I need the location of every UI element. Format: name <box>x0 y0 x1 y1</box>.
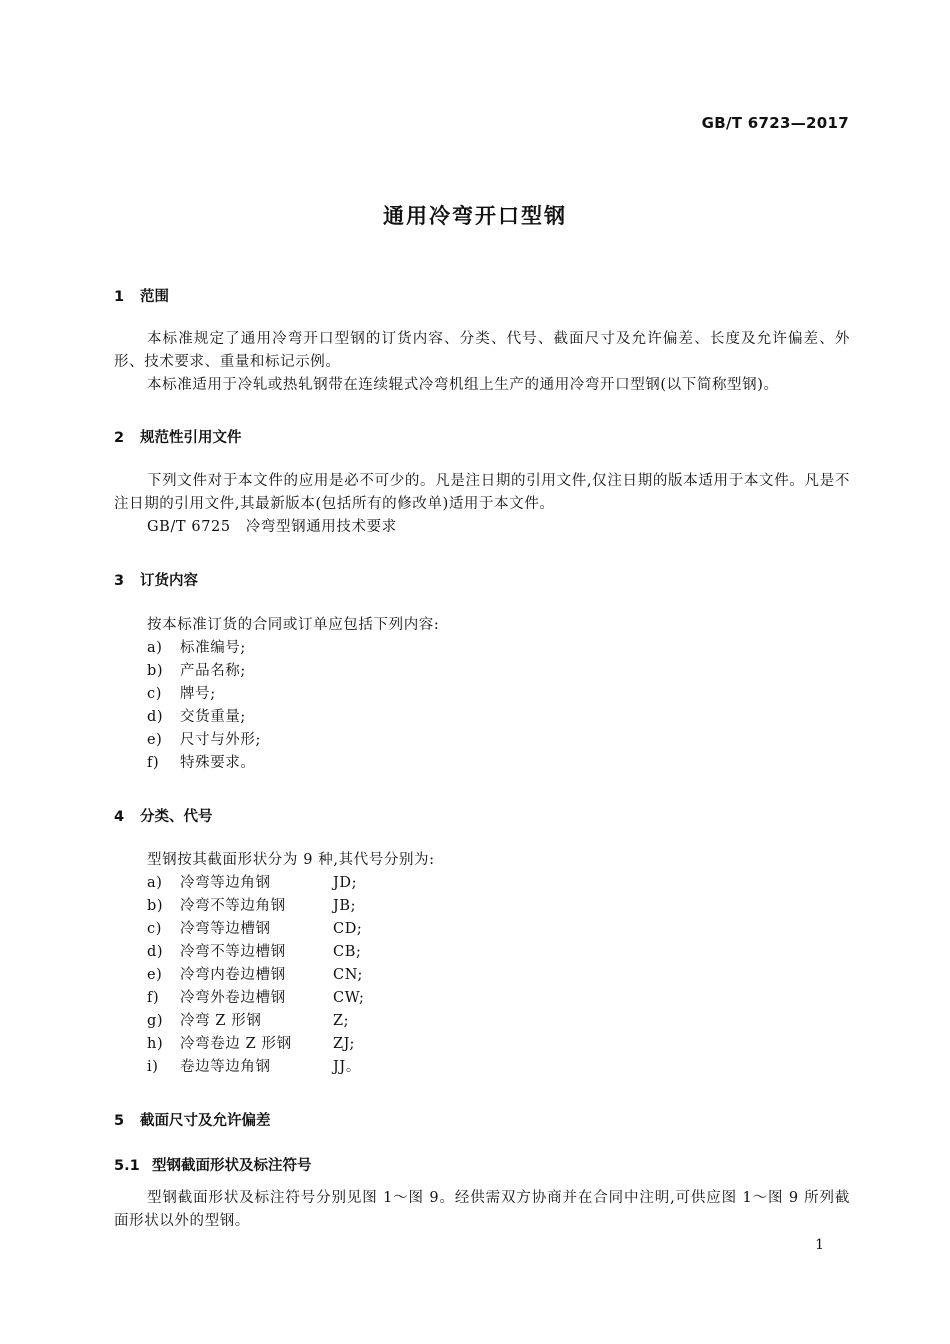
section-4-heading <box>114 805 213 826</box>
section-title: 型钢截面形状及标注符号 <box>152 1158 312 1174</box>
section-5-1-paragraph: 型钢截面形状及标注符号分别见图 1～图 9。经供需双方协商并在合同中注明,可供应图 1～图 9 所列截面形状以外的型钢。 <box>114 1190 850 1229</box>
steel-type-name: 冷弯等边槽钢 <box>180 921 271 937</box>
list-marker: b) <box>147 663 164 679</box>
list-item-text: 产品名称; <box>180 663 246 679</box>
steel-type-name: 冷弯不等边角钢 <box>180 898 286 914</box>
section-number: 2 <box>114 430 125 446</box>
steel-type-code: CW; <box>333 990 365 1006</box>
list-item-text: 交货重量; <box>180 709 246 725</box>
section-title: 分类、代号 <box>140 809 213 825</box>
steel-type-code: CN; <box>333 967 363 983</box>
section-title: 规范性引用文件 <box>140 430 242 446</box>
list-item <box>147 752 256 775</box>
list-item <box>147 637 246 660</box>
list-item-text: 尺寸与外形; <box>180 732 261 748</box>
steel-type-code: CB; <box>333 944 362 960</box>
steel-type-code: CD; <box>333 921 363 937</box>
list-item <box>147 941 361 964</box>
list-item-text: 牌号; <box>180 686 216 702</box>
steel-type-code: Z; <box>333 1013 350 1029</box>
section-2-heading <box>114 426 242 447</box>
list-item <box>147 1010 349 1033</box>
list-marker: c) <box>147 686 162 702</box>
list-item <box>147 918 362 941</box>
steel-type-name: 冷弯卷边 Z 形钢 <box>180 1036 292 1052</box>
section-3-intro: 按本标准订货的合同或订单应包括下列内容: <box>147 617 440 633</box>
list-item <box>147 1056 361 1079</box>
steel-type-name: 冷弯内卷边槽钢 <box>180 967 286 983</box>
section-4-intro: 型钢按其截面形状分为 9 种,其代号分别为: <box>147 852 435 868</box>
list-item <box>147 729 261 752</box>
steel-type-code: ZJ; <box>333 1036 355 1052</box>
steel-type-name: 冷弯不等边槽钢 <box>180 944 286 960</box>
list-item <box>147 1033 355 1056</box>
list-item <box>147 872 357 895</box>
document-title: 通用冷弯开口型钢 <box>383 204 567 228</box>
section-number: 5.1 <box>114 1158 140 1174</box>
list-item-text: 标准编号; <box>180 640 246 656</box>
normative-reference: GB/T 6725 冷弯型钢通用技术要求 <box>147 519 397 535</box>
section-number: 3 <box>114 573 125 589</box>
section-number: 4 <box>114 809 125 825</box>
list-marker: e) <box>147 967 163 983</box>
section-title: 截面尺寸及允许偏差 <box>140 1113 271 1129</box>
list-item <box>147 706 246 729</box>
list-item <box>147 987 364 1010</box>
list-marker: g) <box>147 1013 164 1029</box>
steel-type-name: 卷边等边角钢 <box>180 1059 271 1075</box>
list-marker: a) <box>147 875 163 891</box>
list-marker: a) <box>147 640 163 656</box>
steel-type-code: JB; <box>333 898 357 914</box>
steel-type-name: 冷弯外卷边槽钢 <box>180 990 286 1006</box>
list-item-text: 特殊要求。 <box>180 755 256 771</box>
steel-type-code: JJ。 <box>333 1059 361 1075</box>
section-5-heading <box>114 1109 271 1130</box>
list-item <box>147 895 356 918</box>
list-marker: d) <box>147 944 164 960</box>
list-item <box>147 660 246 683</box>
section-1-paragraph-2: 本标准适用于冷轧或热轧钢带在连续辊式冷弯机组上生产的通用冷弯开口型钢(以下简称型钢)。 <box>147 377 779 393</box>
section-5-1-heading <box>114 1154 312 1175</box>
section-3-heading <box>114 569 198 590</box>
list-marker: i) <box>147 1059 159 1075</box>
steel-type-name: 冷弯 Z 形钢 <box>180 1013 262 1029</box>
list-marker: d) <box>147 709 164 725</box>
list-marker: f) <box>147 755 160 771</box>
section-number: 5 <box>114 1113 125 1129</box>
steel-type-name: 冷弯等边角钢 <box>180 875 271 891</box>
steel-type-code: JD; <box>333 875 358 891</box>
standard-number: GB/T 6723—2017 <box>701 114 849 132</box>
list-item <box>147 683 216 706</box>
section-1-heading <box>114 285 169 306</box>
section-number: 1 <box>114 289 125 305</box>
list-marker: e) <box>147 732 163 748</box>
section-title: 订货内容 <box>140 573 198 589</box>
list-item <box>147 964 363 987</box>
section-title: 范围 <box>140 289 169 305</box>
page-number: 1 <box>815 1237 824 1253</box>
section-1-paragraph-1: 本标准规定了通用冷弯开口型钢的订货内容、分类、代号、截面尺寸及允许偏差、长度及允许偏差、外形、技术要求、重量和标记示例。 <box>114 331 850 370</box>
list-marker: h) <box>147 1036 164 1052</box>
list-marker: c) <box>147 921 162 937</box>
list-marker: f) <box>147 990 160 1006</box>
section-2-paragraph: 下列文件对于本文件的应用是必不可少的。凡是注日期的引用文件,仅注日期的版本适用于本文件。凡是不注日期的引用文件,其最新版本(包括所有的修改单)适用于本文件。 <box>114 473 850 512</box>
list-marker: b) <box>147 898 164 914</box>
